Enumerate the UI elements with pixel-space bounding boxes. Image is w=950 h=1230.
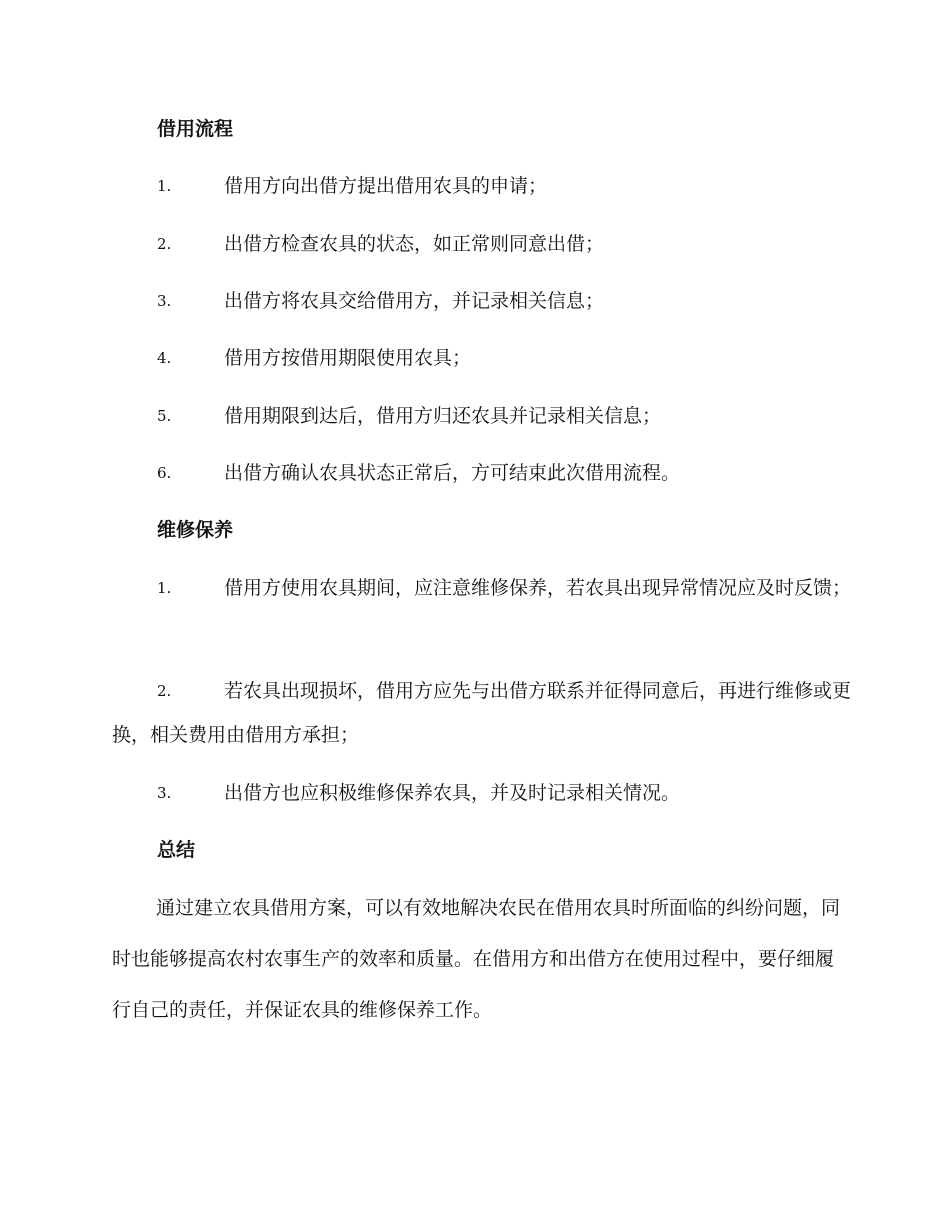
list-item-text: 借用方按借用期限使用农具； [224,347,472,369]
summary-paragraph: 通过建立农具借用方案，可以有效地解决农民在借用农具时所面临的纠纷问题，同时也能够提高农村农事生产的效率和质量。在借用方和出借方在使用过程中，要仔细履行自己的责任，并保证农具的维修保养工作。 [112,897,841,1021]
list-item-text: 若农具出现损坏，借用方应先与出借方联系并征得同意后，再进行维修或更换，相关费用由借用方承担； [112,680,852,746]
list-item-number: 2. [157,235,172,253]
list-item-text: 出借方检查农具的状态，如正常则同意出借； [224,233,605,255]
section-title-maintenance: 维修保养 [157,519,234,541]
list-item-number: 3. [157,292,172,310]
list-item-number: 4. [157,349,172,367]
list-item-text: 出借方将农具交给借用方，并记录相关信息； [224,290,605,312]
section-title-borrow-process: 借用流程 [157,118,234,140]
list-item-text: 借用方使用农具期间，应注意维修保养，若农具出现异常情况应及时反馈； [224,577,852,599]
list-item-text: 出借方也应积极维修保养农具，并及时记录相关情况。 [224,782,681,804]
list-item-number: 1. [157,579,172,597]
section-title-summary: 总结 [157,839,196,861]
list-item-number: 6. [157,464,172,482]
list-item-number: 2. [157,682,172,700]
list-item-text: 借用期限到达后，借用方归还农具并记录相关信息； [224,405,662,427]
list-item-number: 1. [157,177,172,195]
list-item-text: 借用方向出借方提出借用农具的申请； [224,175,548,197]
list-item-text: 出借方确认农具状态正常后，方可结束此次借用流程。 [224,462,681,484]
list-item-number: 3. [157,784,172,802]
list-item-number: 5. [157,407,172,425]
